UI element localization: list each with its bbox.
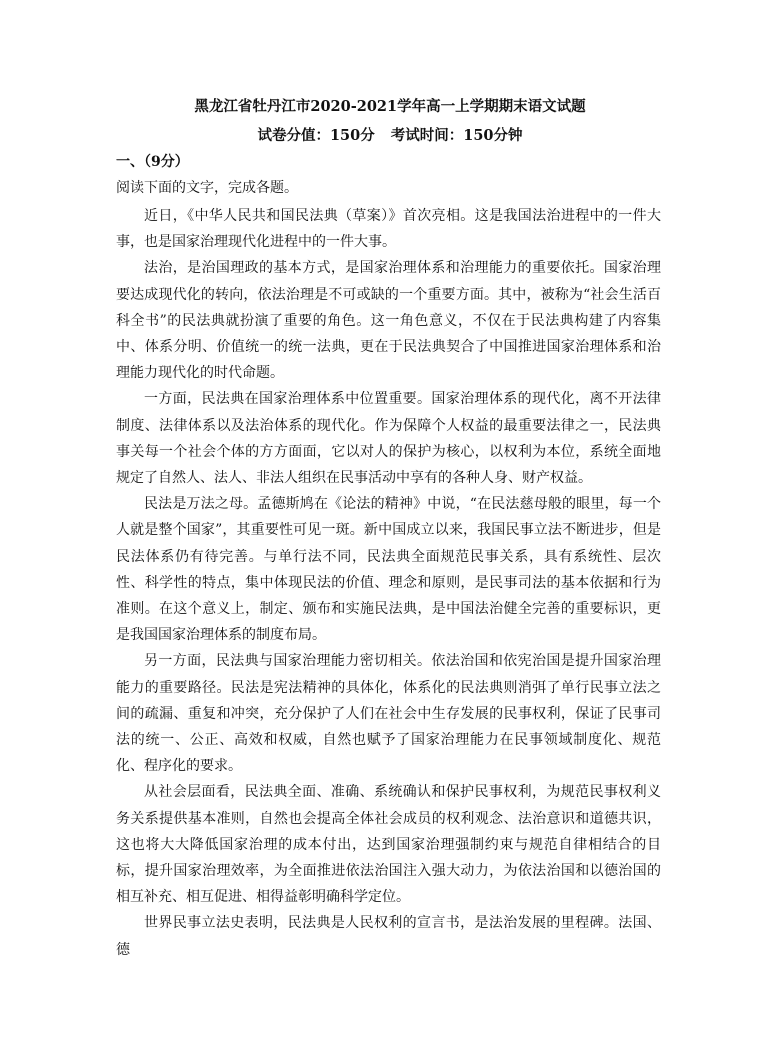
paragraph-3: 一方面，民法典在国家治理体系中位置重要。国家治理体系的现代化，离不开法律制度、法律体系以及法治体系的现代化。作为保障个人权益的最重要法律之一，民法典事关每一个社会个体的方方面面，它以对人的保护为核心，以权利为本位，系统全面地规定了自然人、法人、非法人组织在民事活动中享有的各种人身、财产权益。: [116, 391, 661, 487]
paragraph-4: 民法是万法之母。孟德斯鸠在《论法的精神》中说，“在民法慈母般的眼里，每一个人就是整个国家”，其重要性可见一斑。新中国成立以来，我国民事立法不断进步，但是民法体系仍有待完善。与单行法不同，民法典全面规范民事关系，具有系统性、层次性、科学性的特点，集中体现民法的价值、理念和原则，是民事司法的基本依据和行为准则。在这个意义上，制定、颁布和实施民法典，是中国法治健全完善的重要标识，更是我国国家治理体系的制度布局。: [116, 496, 661, 644]
paragraph-5: 另一方面，民法典与国家治理能力密切相关。依法治国和依宪治国是提升国家治理能力的重要路径。民法是宪法精神的具体化，体系化的民法典则消弭了单行民事立法之间的疏漏、重复和冲突，充分保护了人们在社会中生存发展的民事权利，保证了民事司法的统一、公正、高效和权威，自然也赋予了国家治理能力在民事领域制度化、规范化、程序化的要求。: [116, 653, 661, 775]
exam-meta: [0, 124, 780, 145]
time-info: 考试时间：150分钟: [390, 127, 523, 144]
paragraph-7: 世界民事立法史表明，民法典是人民权利的宣言书，是法治发展的里程碑。法国、德: [116, 915, 661, 958]
section-heading: 一、（9分）: [116, 154, 189, 170]
score-info: 试卷分值：150分: [257, 127, 375, 144]
document-title: 黑龙江省牡丹江市2020-2021学年高一上学期期末语文试题: [194, 98, 586, 115]
instruction-text: 阅读下面的文字，完成各题。: [116, 180, 298, 196]
passage: [116, 203, 661, 963]
paragraph-6: 从社会层面看，民法典全面、准确、系统确认和保护民事权利，为规范民事权利义务关系提供基本准则，自然也会提高全体社会成员的权利观念、法治意识和道德共识，这也将大大降低国家治理的成本付出，达到国家治理强制约束与规范自律相结合的目标，提升国家治理效率，为全面推进依法治国注入强大动力，为依法治国和以德治国的相互补充、相互促进、相得益彰明确科学定位。: [116, 784, 661, 906]
paragraph-1: 近日，《中华人民共和国民法典（草案）》首次亮相。这是我国法治进程中的一件大事，也是国家治理现代化进程中的一件大事。: [116, 208, 661, 251]
paragraph-2: 法治，是治国理政的基本方式，是国家治理体系和治理能力的重要依托。国家治理要达成现代化的转向，依法治理是不可或缺的一个重要方面。其中，被称为“社会生活百科全书”的民法典就扮演了重要的角色。这一角色意义，不仅在于民法典构建了内容集中、体系分明、价值统一的统一法典，更在于民法典契合了中国推进国家治理体系和治理能力现代化的时代命题。: [116, 260, 661, 382]
